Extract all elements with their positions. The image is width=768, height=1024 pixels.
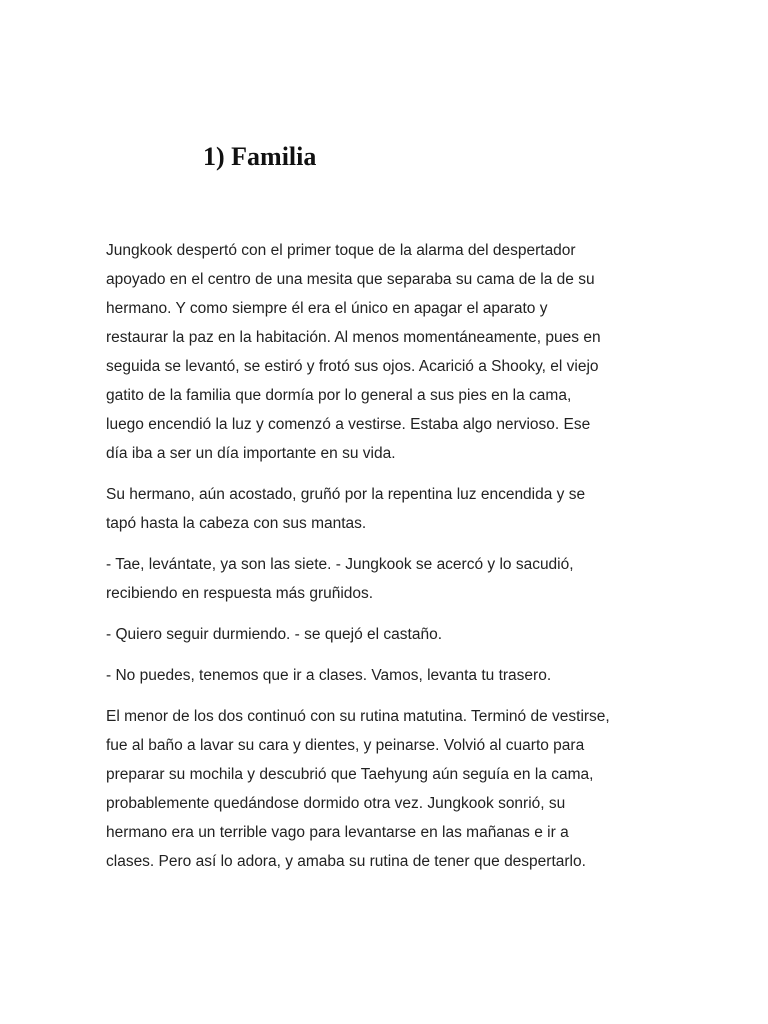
text-line: hermano. Y como siempre él era el único en apagar el aparato y	[106, 300, 548, 317]
paragraph	[106, 480, 666, 538]
chapter-title: 1) Familia	[203, 142, 317, 171]
text-line: hermano era un terrible vago para levantarse en las mañanas e ir a	[106, 824, 569, 841]
chapter-body	[106, 236, 666, 888]
text-line: clases. Pero así lo adora, y amaba su rutina de tener que despertarlo.	[106, 853, 586, 870]
text-line: - No puedes, tenemos que ir a clases. Vamos, levanta tu trasero.	[106, 667, 552, 684]
text-line: El menor de los dos continuó con su rutina matutina. Terminó de vestirse,	[106, 708, 610, 725]
text-line: seguida se levantó, se estiró y frotó sus ojos. Acarició a Shooky, el viejo	[106, 358, 599, 375]
paragraph	[106, 661, 666, 690]
text-line: - Quiero seguir durmiendo. - se quejó el castaño.	[106, 626, 443, 643]
text-line: restaurar la paz en la habitación. Al menos momentáneamente, pues en	[106, 329, 601, 346]
text-line: luego encendió la luz y comenzó a vestirse. Estaba algo nervioso. Ese	[106, 416, 591, 433]
text-line: día iba a ser un día importante en su vida.	[106, 445, 396, 462]
text-line: tapó hasta la cabeza con sus mantas.	[106, 515, 367, 532]
paragraph	[106, 702, 666, 876]
paragraph	[106, 550, 666, 608]
text-line: recibiendo en respuesta más gruñidos.	[106, 585, 374, 602]
text-line: probablemente quedándose dormido otra vez. Jungkook sonrió, su	[106, 795, 566, 812]
text-line: - Tae, levántate, ya son las siete. - Jungkook se acercó y lo sacudió,	[106, 556, 574, 573]
text-line: preparar su mochila y descubrió que Taehyung aún seguía en la cama,	[106, 766, 594, 783]
text-line: gatito de la familia que dormía por lo general a sus pies en la cama,	[106, 387, 572, 404]
paragraph	[106, 236, 666, 468]
text-line: Su hermano, aún acostado, gruñó por la repentina luz encendida y se	[106, 486, 586, 503]
text-line: fue al baño a lavar su cara y dientes, y peinarse. Volvió al cuarto para	[106, 737, 585, 754]
text-line: apoyado en el centro de una mesita que separaba su cama de la de su	[106, 271, 595, 288]
paragraph	[106, 620, 666, 649]
text-line: Jungkook despertó con el primer toque de la alarma del despertador	[106, 242, 576, 259]
